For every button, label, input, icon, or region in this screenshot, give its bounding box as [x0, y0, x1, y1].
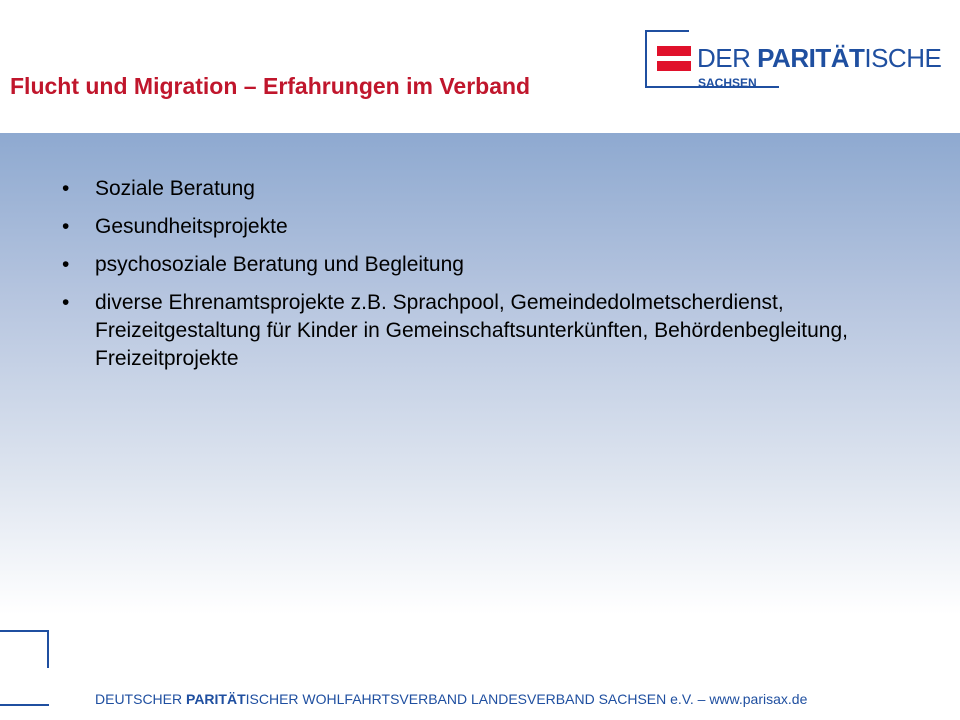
footer-suffix: ISCHER WOHLFAHRTSVERBAND LANDESVERBAND SACHSEN e.V. – www.parisax.de — [245, 691, 808, 707]
bullet-item — [62, 213, 922, 241]
logo-stripe-bottom — [657, 61, 691, 71]
corner-bracket-decoration — [0, 630, 49, 668]
bullet-text: diverse Ehrenamtsprojekte z.B. Sprachpool, Gemeindedolmetscherdienst, Freizeitgestaltung für Kinder in Gemeinschaftsunterkünften, Behördenbegleitung, Freizeitprojekte — [95, 291, 848, 370]
slide-header — [0, 0, 960, 133]
slide-title: Flucht und Migration – Erfahrungen im Verband — [10, 73, 531, 99]
slide-content — [0, 133, 960, 720]
bullet-item — [62, 175, 922, 203]
bullet-text: Gesundheitsprojekte — [95, 215, 288, 238]
logo-suffix: ISCHE — [864, 43, 942, 73]
logo-subtitle: SACHSEN — [698, 76, 757, 90]
bullet-item — [62, 289, 922, 373]
logo-wordmark — [697, 43, 941, 73]
bullet-symbol: • — [62, 215, 70, 238]
bullet-list — [62, 175, 922, 383]
bullet-text: Soziale Beratung — [95, 177, 255, 200]
logo-stripe-top — [657, 46, 691, 56]
bullet-symbol: • — [62, 253, 70, 276]
bullet-symbol: • — [62, 291, 70, 314]
bullet-item — [62, 251, 922, 279]
footer-prefix: DEUTSCHER — [95, 691, 187, 707]
corner-line-decoration — [0, 704, 49, 706]
footer-highlight: PARITÄT — [186, 691, 246, 707]
logo-highlight: PARITÄT — [757, 43, 865, 73]
bullet-text: psychosoziale Beratung und Begleitung — [95, 253, 464, 276]
slide-footer — [95, 691, 807, 708]
logo-frame — [645, 30, 689, 88]
paritaetische-logo — [645, 30, 950, 94]
logo-prefix: DER — [697, 43, 758, 73]
bullet-symbol: • — [62, 177, 70, 200]
